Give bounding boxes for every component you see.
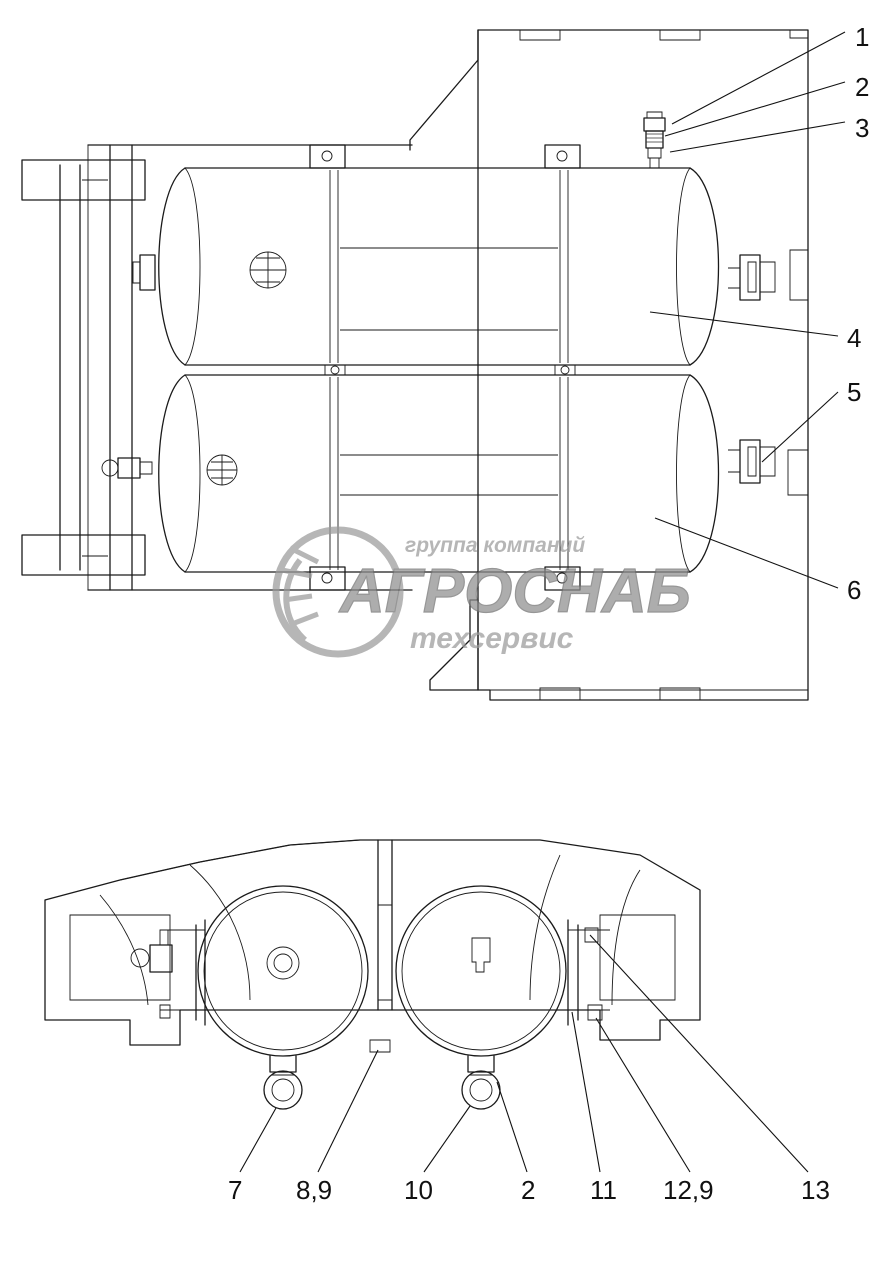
plate-right-cut-1: [790, 250, 808, 300]
tank-valve-right-inner-upper: [748, 262, 756, 292]
tank-hub-left: [267, 947, 299, 979]
frame-curve-4: [100, 895, 148, 1005]
leader-5: [762, 392, 838, 462]
callout-4: 4: [847, 323, 862, 353]
mount-bracket-top-2: [545, 145, 580, 168]
leader-10: [424, 1106, 470, 1172]
callout-7: 7: [228, 1175, 243, 1205]
watermark-line1: группа компаний: [405, 534, 586, 557]
strap-bolt-1: [331, 366, 339, 374]
strap-bolt-2: [561, 366, 569, 374]
callout-6: 6: [847, 575, 862, 605]
tank-port-left-ext-lower: [140, 462, 152, 474]
frame-window-left: [70, 915, 170, 1000]
tank-cap-seam-right-upper: [677, 168, 691, 365]
leader-8-9: [318, 1050, 378, 1172]
watermark-line3: техсервис: [410, 622, 574, 655]
frame-slope-left: [120, 840, 360, 880]
front-view-group: [45, 840, 808, 1172]
leader-2: [665, 82, 845, 136]
plate-corner-tr: [790, 30, 808, 38]
front-left-bolt-top: [160, 930, 168, 945]
leader-4: [650, 312, 838, 336]
tank-port-left-upper: [140, 255, 155, 290]
drain-stem-left: [270, 1056, 296, 1072]
strap-connector-1: [325, 365, 345, 375]
callout-2: 2: [855, 72, 870, 102]
valve-stem-upper: [648, 148, 661, 158]
tank-cap-right-lower: [690, 375, 719, 572]
tank-port-left-cap-upper: [133, 262, 140, 283]
front-left-fitting: [150, 945, 172, 972]
plate-right-cut-2: [788, 450, 808, 495]
support-beam-bottom: [22, 535, 145, 575]
leader-2-bottom: [497, 1082, 527, 1172]
tank-circle-left: [198, 886, 368, 1056]
strap-connector-2: [555, 365, 575, 375]
tank-valve-right-inner-lower: [748, 447, 756, 476]
callout-12-9: 12,9: [663, 1175, 714, 1205]
tank-circle-left-inner: [204, 892, 362, 1050]
center-bottom-bracket: [370, 1040, 390, 1052]
callout-10: 10: [404, 1175, 433, 1205]
callout-8-9: 8,9: [296, 1175, 333, 1205]
tank-circle-right-inner: [402, 892, 560, 1050]
frame-curve-2: [530, 855, 560, 1000]
callout-3: 3: [855, 113, 870, 143]
valve-cap-upper: [647, 112, 662, 118]
drain-ring-left: [264, 1071, 302, 1109]
valve-thread-upper: [646, 134, 663, 142]
tank-cap-seam-right-lower: [677, 375, 691, 572]
valve-nut-upper: [644, 118, 665, 131]
tank-cap-seam-left-lower: [185, 375, 200, 572]
callout-1: 1: [855, 22, 870, 52]
valve-base-upper: [650, 158, 659, 168]
valve-body-upper: [646, 131, 663, 148]
tank-valve-front-right: [472, 938, 490, 972]
leader-7: [240, 1108, 276, 1172]
leader-12-9: [596, 1018, 690, 1172]
tank-valve-right-lines-lower: [728, 450, 740, 472]
tank-hub-left-inner: [274, 954, 292, 972]
tank-valve-right-lower: [740, 440, 760, 483]
tank-cap-seam-left-upper: [185, 168, 200, 365]
tank-cap-right-upper: [690, 168, 719, 365]
leader-1: [672, 32, 845, 124]
plate-tab-1: [520, 30, 560, 40]
watermark-line2: АГРОСНАБ: [340, 557, 691, 626]
mount-hole-top-2: [557, 151, 567, 161]
leader-13: [590, 935, 808, 1172]
tank-cap-left-upper: [159, 168, 185, 365]
center-rail-ticks: [378, 905, 392, 1000]
drain-ring-left-inner: [272, 1079, 294, 1101]
plate-edge-left: [410, 30, 478, 150]
mount-bracket-top-1: [310, 145, 345, 168]
front-left-bolt-bottom: [160, 1005, 170, 1018]
drain-stem-right: [468, 1056, 494, 1072]
plate-tab-2: [660, 30, 700, 40]
callout-13: 13: [801, 1175, 830, 1205]
mount-hole-top-1: [322, 151, 332, 161]
drain-ring-right-inner: [470, 1079, 492, 1101]
mount-hole-bottom-1: [322, 573, 332, 583]
front-left-fitting-ring: [131, 949, 149, 967]
tank-valve-right-lines-upper: [728, 268, 740, 288]
drain-ring-right: [462, 1071, 500, 1109]
tank-port-left-lower: [118, 458, 140, 478]
leader-11: [572, 1012, 600, 1172]
tank-cap-left-lower: [159, 375, 185, 572]
tank-valve-right-cap-upper: [760, 262, 775, 292]
callout-11: 11: [590, 1175, 617, 1205]
callout-2-bottom: 2: [521, 1175, 536, 1205]
callout-5: 5: [847, 377, 862, 407]
